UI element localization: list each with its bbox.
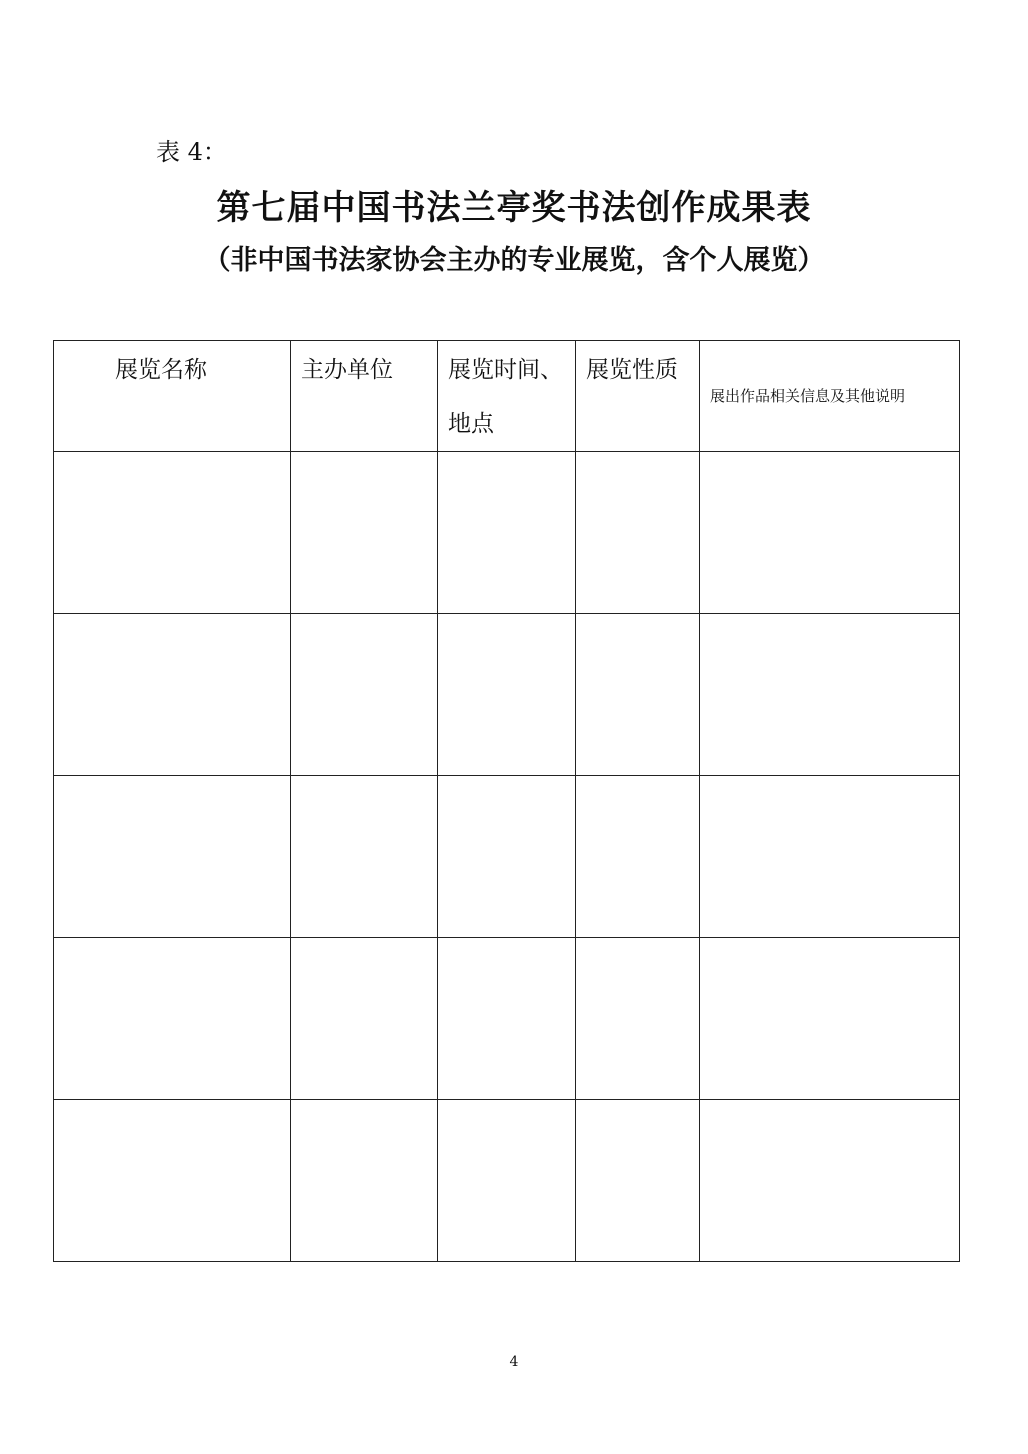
table-cell[interactable]: [438, 614, 576, 776]
page-number: 4: [509, 1354, 519, 1370]
table-cell[interactable]: [438, 452, 576, 614]
table-cell[interactable]: [54, 614, 291, 776]
header-works-info: 展出作品相关信息及其他说明: [700, 341, 960, 452]
table-cell[interactable]: [54, 938, 291, 1100]
table-row: [54, 452, 960, 614]
table-cell[interactable]: [576, 614, 700, 776]
table-cell[interactable]: [438, 776, 576, 938]
table-cell[interactable]: [700, 938, 960, 1100]
table-label: 表 4：: [156, 138, 227, 166]
table-cell[interactable]: [54, 776, 291, 938]
header-time-place: 展览时间、地点: [438, 341, 576, 452]
header-exhibition-name: 展览名称: [54, 341, 291, 452]
table-cell[interactable]: [700, 1100, 960, 1262]
table-cell[interactable]: [576, 1100, 700, 1262]
table-cell[interactable]: [700, 776, 960, 938]
table-cell[interactable]: [291, 776, 438, 938]
header-organizer: 主办单位: [291, 341, 438, 452]
table-cell[interactable]: [54, 1100, 291, 1262]
table-row: [54, 938, 960, 1100]
document-subtitle: （非中国书法家协会主办的专业展览，含个人展览）: [203, 245, 825, 276]
table-cell[interactable]: [700, 614, 960, 776]
table-cell[interactable]: [291, 614, 438, 776]
header-exhibition-type: 展览性质: [576, 341, 700, 452]
table-cell[interactable]: [576, 938, 700, 1100]
table-cell[interactable]: [438, 1100, 576, 1262]
document-title: 第七届中国书法兰亭奖书法创作成果表: [216, 188, 812, 228]
results-table: [53, 340, 960, 1262]
table-row: [54, 614, 960, 776]
table-cell[interactable]: [700, 452, 960, 614]
table-cell[interactable]: [576, 452, 700, 614]
table-cell[interactable]: [291, 938, 438, 1100]
table-cell[interactable]: [291, 452, 438, 614]
table-cell[interactable]: [291, 1100, 438, 1262]
table-header-row: [54, 341, 960, 452]
table-row: [54, 776, 960, 938]
table-cell[interactable]: [438, 938, 576, 1100]
table-cell[interactable]: [576, 776, 700, 938]
table-row: [54, 1100, 960, 1262]
table-cell[interactable]: [54, 452, 291, 614]
